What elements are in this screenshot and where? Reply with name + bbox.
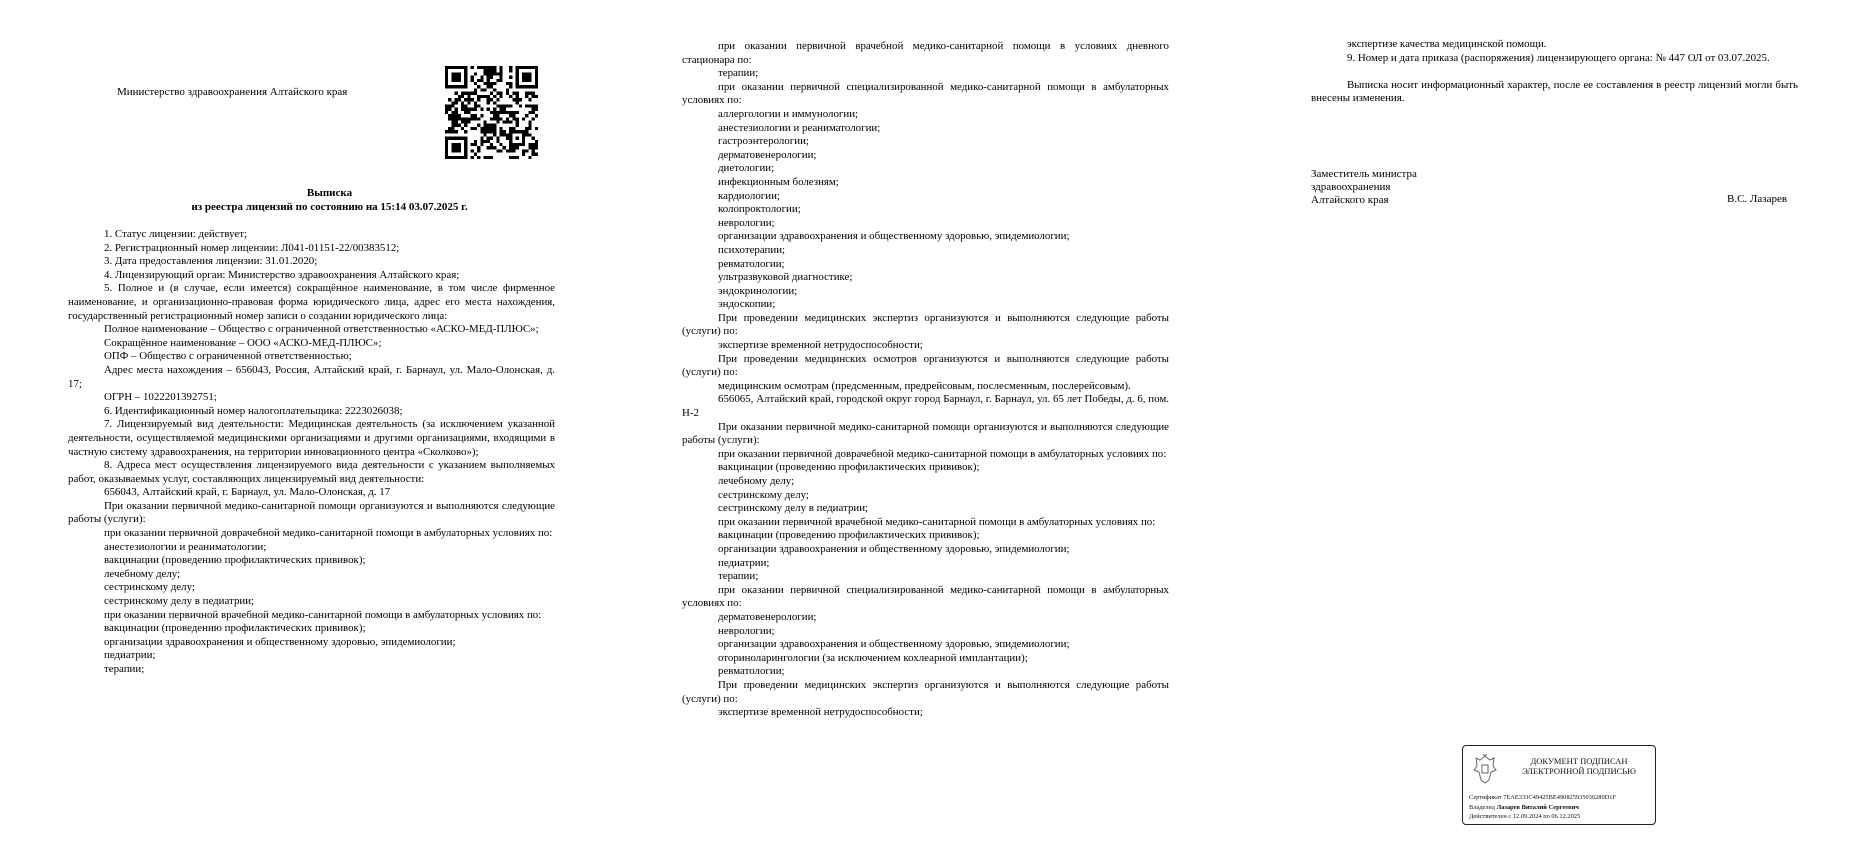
paragraph: сестринскому делу;	[718, 488, 809, 501]
stamp-head-line-2: ЭЛЕКТРОННОЙ ПОДПИСЬЮ	[1522, 766, 1636, 776]
paragraph: педиатрии;	[718, 556, 770, 569]
stamp-owner	[1469, 803, 1616, 813]
paragraph: при оказании первичной доврачебной медико-санитарной помощи в амбулаторных условиях по:	[104, 527, 553, 540]
paragraph: эндоскопии;	[718, 298, 776, 311]
electronic-signature-stamp	[1462, 745, 1656, 825]
column-2	[682, 40, 1169, 720]
signature-position-line-2: здравоохранения	[1311, 181, 1391, 193]
paragraph: терапии;	[718, 570, 759, 583]
paragraph: кардиологии;	[718, 189, 780, 202]
paragraph: аллергологии и иммунологии;	[718, 107, 859, 120]
paragraph: 1. Статус лицензии: действует;	[104, 228, 248, 240]
paragraph: анестезиологии и реаниматологии;	[718, 121, 881, 134]
paragraph: экспертизе качества медицинской помощи.	[1347, 38, 1547, 50]
paragraph: сестринскому делу;	[104, 581, 195, 594]
paragraph: При проведении медицинских экспертиз организуются и выполняются следующие работы (услуги) по:	[682, 678, 1169, 705]
paragraph: при оказании первичной специализированной медико-санитарной помощи в амбулаторных условиях по:	[682, 583, 1169, 610]
paragraph: 6. Идентификационный номер налогоплательщика: 2223026038;	[104, 404, 403, 417]
stamp-certificate	[1469, 793, 1616, 803]
paragraph: сестринскому делу в педиатрии;	[718, 502, 869, 515]
paragraph: Сокращённое наименование – ООО «АСКО-МЕД-ПЛЮС»;	[104, 336, 382, 349]
paragraph: дерматовенерологии;	[718, 610, 817, 623]
paragraph: лечебному делу;	[718, 475, 795, 487]
column-1	[68, 228, 555, 677]
title-line-2: из реестра лицензий по состоянию на 15:14 03.07.2025 г.	[191, 201, 468, 213]
title-line-1: Выписка	[306, 187, 353, 199]
paragraph: при оказании первичной врачебной медико-санитарной помощи в амбулаторных условиях по:	[718, 515, 1156, 528]
paragraph: вакцинации (проведению профилактических прививок);	[718, 461, 980, 474]
signature-name: В.С. Лазарев	[1727, 193, 1788, 205]
paragraph: При проведении медицинских экспертиз организуются и выполняются следующие работы (услуги) по:	[682, 311, 1169, 338]
column-3	[1311, 38, 1798, 106]
paragraph: при оказании первичной доврачебной медико-санитарной помощи в амбулаторных условиях по:	[718, 447, 1167, 460]
paragraph: терапии;	[718, 67, 759, 80]
paragraph: анестезиологии и реаниматологии;	[104, 540, 267, 553]
paragraph: При проведении медицинских осмотров организуются и выполняются следующие работы (услуги) по:	[682, 352, 1169, 379]
paragraph: неврологии;	[718, 624, 775, 637]
paragraph: при оказании первичной врачебной медико-санитарной помощи в амбулаторных условиях по:	[104, 608, 542, 621]
paragraph: инфекционным болезням;	[718, 175, 839, 188]
paragraph: ревматологии;	[718, 257, 785, 270]
stamp-cert-value: 7EAE333C49425BE490825935030280D1F	[1503, 794, 1617, 801]
paragraph: лечебному делу;	[104, 567, 181, 580]
paragraph: медицинским осмотрам (предсменным, предрейсовым, послесменным, послерейсовым).	[718, 379, 1131, 392]
paragraph: организации здравоохранения и общественному здоровью, эпидемиологии;	[718, 638, 1070, 651]
paragraph: оториноларингологии (за исключением кохлеарной имплантации);	[718, 651, 1028, 664]
stamp-owner-label: Владелец	[1469, 803, 1495, 811]
paragraph: 2. Регистрационный номер лицензии: Л041-01151-22/00383512;	[104, 241, 400, 254]
paragraph: ОГРН – 1022201392751;	[104, 391, 217, 404]
signature-position-line-1: Заместитель министра	[1311, 168, 1417, 180]
paragraph: экспертизе временной нетрудоспособности;	[718, 706, 923, 719]
paragraph: 5. Полное и (в случае, если имеется) сокращённое наименование, в том числе фирменное наименование, и организационно-правовая форма юридического лица, адрес его места нахождения, государственный регистрационный номер записи о создании юридического лица:	[68, 282, 555, 322]
signature-position	[1311, 168, 1417, 207]
paragraph: При оказании первичной медико-санитарной помощи организуются и выполняются следующие работы (услуги):	[682, 420, 1169, 447]
paragraph: гастроэнтерологии;	[718, 135, 809, 148]
stamp-cert-label: Сертификат	[1469, 794, 1502, 801]
stamp-valid: Действителен с 12.09.2024 по 06.12.2025	[1469, 813, 1581, 820]
paragraph: неврологии;	[718, 216, 775, 229]
paragraph: организации здравоохранения и общественному здоровью, эпидемиологии;	[718, 230, 1070, 243]
ministry-name: Министерство здравоохранения Алтайского края	[117, 86, 348, 98]
paragraph: сестринскому делу в педиатрии;	[104, 595, 255, 608]
paragraph: эндокринологии;	[718, 284, 798, 297]
paragraph: колопроктологии;	[718, 203, 801, 216]
stamp-owner-value: Лазарев Виталий Сергеевич	[1496, 803, 1579, 811]
paragraph: Полное наименование – Общество с ограниченной ответственностью «АСКО-МЕД-ПЛЮС»;	[104, 323, 539, 336]
paragraph: Выписка носит информационный характер, после ее составления в реестр лицензий могли быть внесены изменения.	[1311, 78, 1798, 105]
stamp-head-line-1: ДОКУМЕНТ ПОДПИСАН	[1530, 756, 1628, 766]
coat-of-arms-icon	[1471, 752, 1499, 786]
paragraph: при оказании первичной врачебной медико-санитарной помощи в условиях дневного стационара по:	[682, 40, 1169, 66]
paragraph	[1311, 65, 1798, 79]
paragraph: терапии;	[104, 663, 145, 675]
paragraph: 9. Номер и дата приказа (распоряжения) лицензирующего органа: № 447 ОЛ от 03.07.2025.	[1347, 51, 1770, 64]
document-title	[68, 186, 591, 214]
paragraph: организации здравоохранения и общественному здоровью, эпидемиологии;	[104, 635, 456, 648]
paragraph: диетологии;	[718, 162, 775, 175]
paragraph: ультразвуковой диагностике;	[718, 271, 853, 284]
paragraph: ревматологии;	[718, 665, 785, 678]
paragraph: ОПФ – Общество с ограниченной ответственностью;	[104, 350, 352, 363]
signature-position-line-3: Алтайского края	[1311, 194, 1389, 206]
paragraph: психотерапии;	[718, 243, 786, 256]
paragraph: при оказании первичной специализированной медико-санитарной помощи в амбулаторных условиях по:	[682, 80, 1169, 107]
paragraph: экспертизе временной нетрудоспособности;	[718, 339, 923, 352]
paragraph: 7. Лицензируемый вид деятельности: Медицинская деятельность (за исключением указанной деятельности, осуществляемой медицинскими организациями и другими организациями, входящими в частную систему здравоохранения, на территории инновационного центра «Сколково»);	[68, 418, 555, 458]
paragraph: 4. Лицензирующий орган: Министерство здравоохранения Алтайского края;	[104, 268, 460, 281]
qr-code-icon	[445, 66, 538, 159]
paragraph: 8. Адреса мест осуществления лицензируемого вида деятельности с указанием выполняемых работ, оказываемых услуг, составляющих лицензируемый вид деятельности:	[68, 459, 555, 485]
paragraph: вакцинации (проведению профилактических прививок);	[718, 529, 980, 542]
paragraph: вакцинации (проведению профилактических прививок);	[104, 554, 366, 567]
paragraph: Адрес места нахождения – 656043, Россия, Алтайский край, г. Барнаул, ул. Мало-Олонская, д. 17;	[68, 363, 555, 390]
paragraph: вакцинации (проведению профилактических прививок);	[104, 622, 366, 635]
paragraph: 656065, Алтайский край, городской округ город Барнаул, г. Барнаул, ул. 65 лет Победы, д. 6, пом. Н-2	[682, 393, 1169, 420]
paragraph: организации здравоохранения и общественному здоровью, эпидемиологии;	[718, 542, 1070, 555]
paragraph: 656043, Алтайский край, г. Барнаул, ул. Мало-Олонская, д. 17	[104, 486, 391, 499]
paragraph: При оказании первичной медико-санитарной помощи организуются и выполняются следующие работы (услуги):	[68, 499, 555, 526]
paragraph: 3. Дата предоставления лицензии: 31.01.2020;	[104, 255, 318, 268]
paragraph: педиатрии;	[104, 649, 156, 662]
paragraph: дерматовенерологии;	[718, 148, 817, 161]
